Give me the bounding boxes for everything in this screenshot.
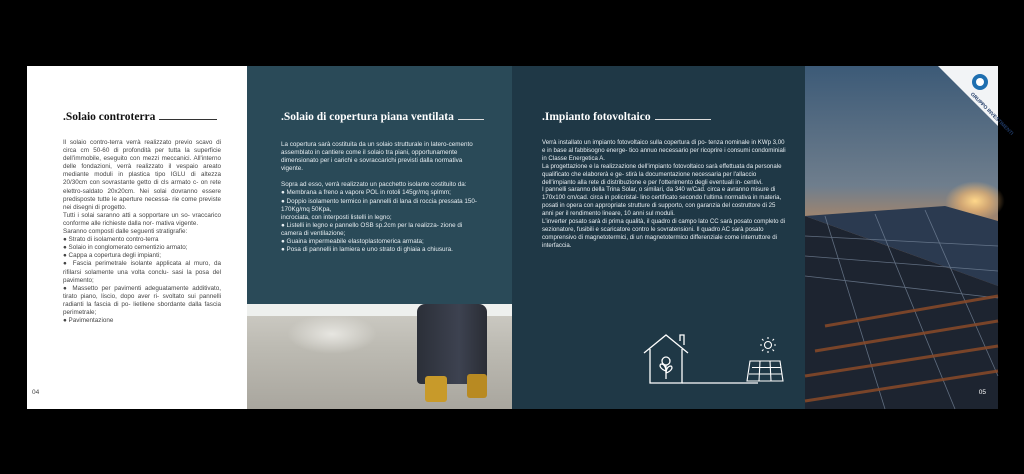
paragraph: I pannelli saranno della Trina Solar, o similari, da 340 w/Cad. circa e avranno misure di 170x100 cm/cad. circa in policristal- lino certificato secondo l'ultima normativa in materia, posati in opera con appropriate strutture di supporto, con garanzia del costruttore di 25 anni per il rendimento lineare, 10 anni sul moduli. (542, 186, 782, 218)
page-title: .Solaio di copertura piana ventilata (281, 111, 484, 123)
page-solaio-copertura (247, 66, 512, 409)
paragraph: Il solaio contro-terra verrà realizzato previo scavo di circa cm 50-60 di profondità per tutta la superficie dell'immobile, eseguito con mezzi meccanici. All'interno delle fondazioni, verrà realizzato il vespaio areato mediante moduli in plastica tipo IGLU di altezza 20/30cm con sovrastante getto di cls armato c- on rete elettro-saldato 20x20cm. Nei solai dovranno essere predisposte tutte le aperture necessa- rie come previste nei disegni di progetto. (63, 139, 221, 211)
paragraph: Verrà installato un impianto fotovoltaico sulla copertura di po- tenza nominale in KWp 3,00 e in base al fabbisogno energe- tico annuo necessario per ricoprire i consumi condominiali in Classe Energetica A. (542, 139, 786, 162)
list-item: ● Pavimentazione (63, 317, 114, 325)
page-photo-solar-roof (805, 66, 1015, 409)
body-text (63, 139, 221, 325)
sun-icon (760, 337, 776, 353)
paragraph: Sopra ad esso, verrà realizzato un pacchetto isolante costituito da: (281, 181, 467, 189)
list-item: ● Solaio in conglomerato cementizio armato; (63, 244, 188, 252)
paragraph: Saranno composti dalle seguenti stratigrafie: (63, 228, 188, 236)
company-logo (928, 66, 1015, 137)
page-impianto-fotovoltaico (512, 66, 805, 409)
list-item: incrociata, con interposti listelli in legno; (281, 213, 392, 221)
body-text (542, 139, 788, 250)
page-title: .Solaio controterra (63, 111, 217, 123)
svg-text:GRUPPO INVESTIMENTI: GRUPPO INVESTIMENTI (968, 91, 1015, 137)
page-solaio-controterra (27, 66, 247, 409)
list-item: ● Doppio isolamento termico in pannelli di lana di roccia pressata 150-170Kg/mq 50Kpa, (281, 197, 477, 213)
list-item: ● Posa di pannelli in lamiera e uno strato di ghiaia a chiusura. (281, 246, 453, 254)
list-item: ● Guaina impermeabile elastoplastomerica armata; (281, 238, 424, 246)
list-item: ● Listelli in legno e pannello OSB sp.2cm per la realizza- zione di camera di ventilazione; (281, 221, 463, 237)
brochure-spread (27, 66, 1015, 409)
paragraph: L'inverter posato sarà di prima qualità, il quadro di campo lato CC sarà posato completo di sezionatore, fusibili e scaricatore contro le sovratensioni. Il quadro AC sarà posato comprensivo di magnetotermici, di un magnetotermico differenziale come interruttore di interfaccia. (542, 218, 786, 249)
paragraph: La copertura sarà costituita da un solaio strutturale in latero-cemento assemblato in cantiere come il solaio tra piani, opportunamente dimensionato per i carichi e sovraccarichi previsti dalla normativa vigente. (281, 141, 473, 173)
list-item: ● Membrana a freno a vapore POL in rotoli 145gr/mq splmm; (281, 189, 451, 197)
solar-house-illustration (640, 331, 785, 391)
house-plant-icon (644, 335, 688, 383)
list-item: ● Cappa a copertura degli impianti; (63, 252, 161, 260)
paragraph: Tutti i solai saranno atti a sopportare un so- vraccarico conforme alle richieste dalla nor- mativa vigente. (63, 211, 221, 227)
solar-panels-photo (805, 176, 998, 409)
list-item: ● Fascia perimetrale isolante applicata al muro, da rifilarsi solamente una volta conclu- sasi la posa del pavimento; (63, 260, 221, 284)
construction-photo (247, 304, 512, 409)
list-item: ● Strato di isolamento contro-terra (63, 236, 159, 244)
body-text (281, 141, 477, 254)
page-title: .Impianto fotovoltaico (542, 111, 711, 123)
solar-panel-icon (747, 361, 783, 381)
page-number: 04 (32, 389, 40, 396)
page-number: 05 (978, 389, 986, 396)
paragraph: La progettazione e la realizzazione dell'impianto fotovoltaico sarà effettuata da personale qualificato che elaborerà e ge- stirà la documentazione necessaria per l'allaccio dell'impianto alla rete di distribuzione e per l'ottenimento degli eventuali in- centivi. (542, 162, 782, 186)
list-item: ● Massetto per pavimenti adeguatamente additivato, tirato piano, liscio, dopo aver ri- svoltato sui pannelli radianti la fascia di po- lietilene sbordante dalla fascia perimetrale; (63, 284, 221, 316)
